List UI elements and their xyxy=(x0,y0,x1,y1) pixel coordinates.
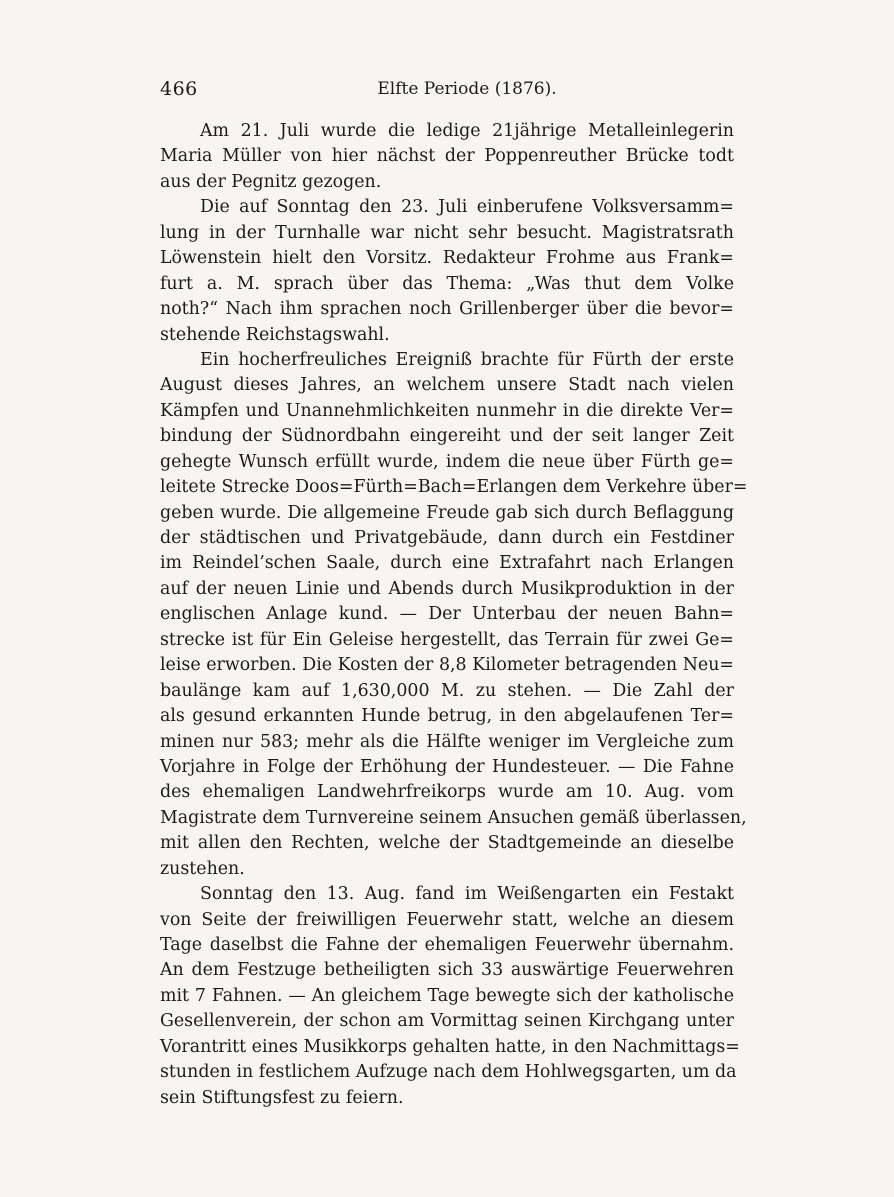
text-line: leitete Strecke Doos=Fürth=Bach=Erlangen dem Verkehre über= xyxy=(160,477,748,498)
body-text xyxy=(160,119,748,1111)
text-line: An dem Festzuge betheiligten sich 33 auswärtige Feuerwehren xyxy=(160,960,734,981)
text-line: Gesellenverein, der schon am Vormittag seinen Kirchgang unter xyxy=(160,1011,734,1032)
text-line: Löwenstein hielt den Vorsitz. Redakteur Frohme aus Frank= xyxy=(160,248,734,269)
text-line: Die auf Sonntag den 23. Juli einberufene Volksversamm= xyxy=(200,197,734,218)
text-line: geben wurde. Die allgemeine Freude gab sich durch Beflaggung xyxy=(160,502,734,523)
text-line: stehende Reichstagswahl. xyxy=(160,324,390,345)
text-line: Vorantritt eines Musikkorps gehalten hatte, in den Nachmittags= xyxy=(160,1036,740,1057)
running-title: Elfte Periode (1876). xyxy=(377,79,557,99)
text-line: Am 21. Juli wurde die ledige 21jährige Metalleinlegerin xyxy=(200,121,734,141)
text-line: zustehen. xyxy=(160,858,245,879)
text-line: stunden in festlichem Aufzuge nach dem Hohlwegsgarten, um da xyxy=(160,1062,737,1083)
text-line: bindung der Südnordbahn eingereiht und der seit langer Zeit xyxy=(160,426,734,447)
text-line: Tage daselbst die Fahne der ehemaligen Feuerwehr übernahm. xyxy=(160,935,734,955)
text-line: August dieses Jahres, an welchem unsere Stadt nach vielen xyxy=(160,375,734,396)
paragraph xyxy=(160,348,748,882)
paragraph xyxy=(160,119,734,195)
text-line: mit allen den Rechten, welche der Stadtgemeinde an dieselbe xyxy=(160,833,734,854)
text-line: furt a. M. sprach über das Thema: „Was thut dem Volke xyxy=(160,273,734,294)
text-line: Magistrate dem Turnvereine seinem Ansuchen gemäß überlassen, xyxy=(160,807,747,828)
text-line: leise erworben. Die Kosten der 8,8 Kilometer betragenden Neu= xyxy=(160,655,734,676)
text-line: der städtischen und Privatgebäude, dann durch ein Festdiner xyxy=(160,528,734,548)
text-line: des ehemaligen Landwehrfreikorps wurde am 10. Aug. vom xyxy=(160,782,734,803)
text-line: englischen Anlage kund. — Der Unterbau der neuen Bahn= xyxy=(160,604,734,625)
text-line: Maria Müller von hier nächst der Poppenreuther Brücke todt xyxy=(160,146,734,167)
text-line: auf der neuen Linie und Abends durch Musikproduktion in der xyxy=(160,578,734,599)
text-line: von Seite der freiwilligen Feuerwehr statt, welche an diesem xyxy=(160,909,734,930)
text-line: Ein hocherfreuliches Ereigniß brachte für Fürth der erste xyxy=(200,349,734,370)
text-line: aus der Pegnitz gezogen. xyxy=(160,171,382,192)
text-line: lung in der Turnhalle war nicht sehr besucht. Magistratsrath xyxy=(160,222,734,243)
text-line: baulänge kam auf 1,630,000 M. zu stehen. — Die Zahl der xyxy=(160,680,734,701)
text-line: mit 7 Fahnen. — An gleichem Tage bewegte sich der katholische xyxy=(160,985,734,1006)
text-line: im Reindel’schen Saale, durch eine Extrafahrt nach Erlangen xyxy=(160,553,734,574)
text-line: Kämpfen und Unannehmlichkeiten nunmehr in die direkte Ver= xyxy=(160,400,734,421)
page-number: 466 xyxy=(160,78,198,100)
text-line: strecke ist für Ein Geleise hergestellt, das Terrain für zwei Ge= xyxy=(160,629,734,650)
text-line: als gesund erkannten Hunde betrug, in den abgelaufenen Ter= xyxy=(160,706,734,727)
paragraph xyxy=(160,882,740,1111)
text-line: gehegte Wunsch erfüllt wurde, indem die neue über Fürth ge= xyxy=(160,451,734,472)
page-header xyxy=(160,74,734,104)
text-line: Sonntag den 13. Aug. fand im Weißengarten ein Festakt xyxy=(200,884,734,905)
text-line: sein Stiftungsfest zu feiern. xyxy=(160,1087,404,1108)
paragraph xyxy=(160,195,734,348)
text-line: minen nur 583; mehr als die Hälfte weniger im Vergleiche zum xyxy=(160,731,734,752)
text-line: Vorjahre in Folge der Erhöhung der Hundesteuer. — Die Fahne xyxy=(160,756,734,777)
text-line: noth?“ Nach ihm sprachen noch Grillenberger über die bevor= xyxy=(160,299,734,320)
